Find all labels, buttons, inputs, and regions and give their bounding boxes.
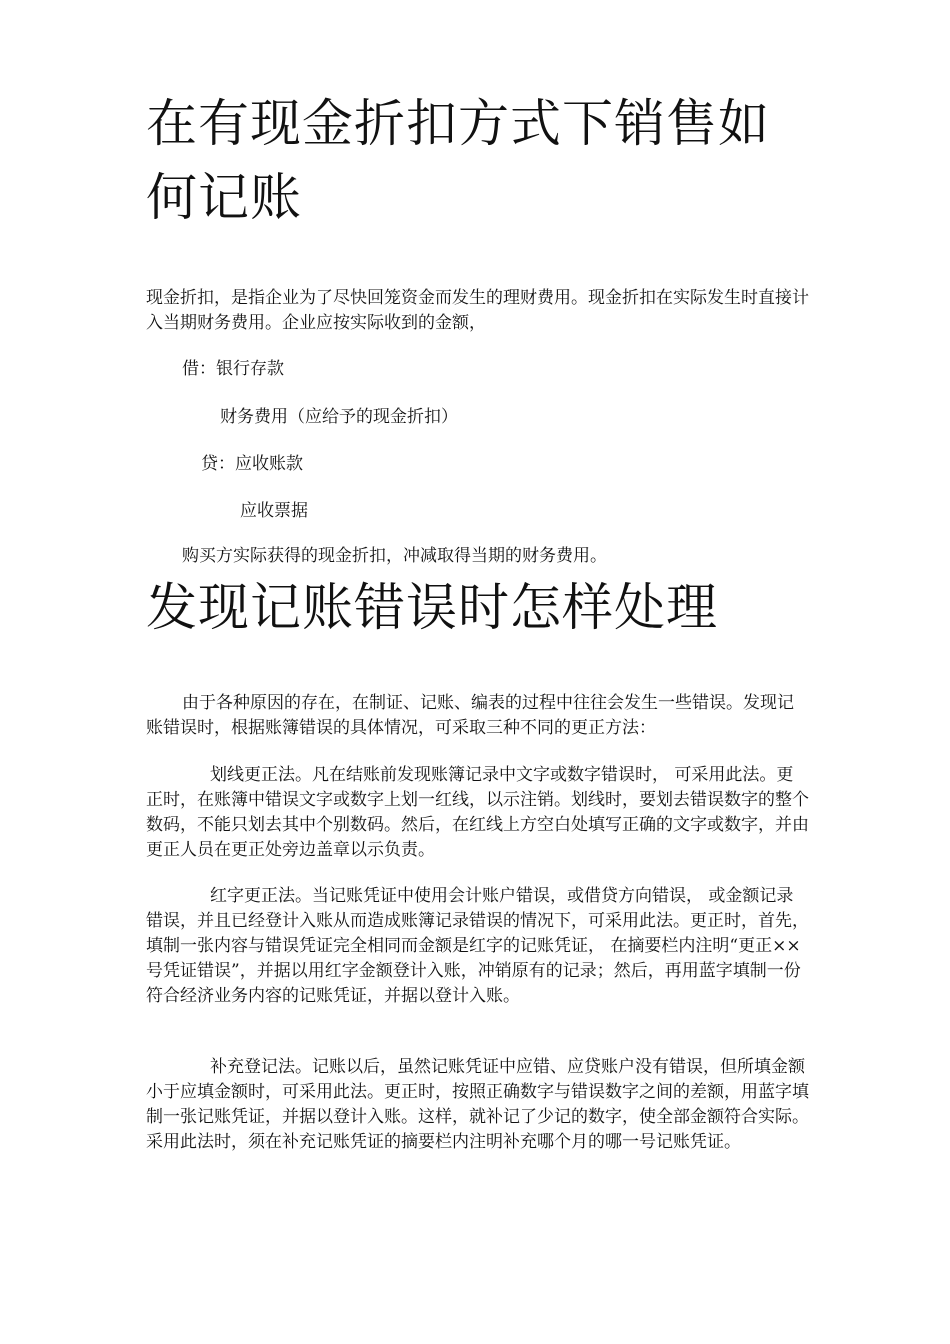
entry-credit-receivable: 贷：应收账款	[201, 454, 303, 474]
section1-intro: 现金折扣，是指企业为了尽快回笼资金而发生的理财费用。现金折扣在实际发生时直接计入当期财务费用。企业应按实际收到的金额，	[146, 288, 809, 333]
method-line-correction: 划线更正法。凡在结账前发现账簿记录中文字或数字错误时， 可采用此法。更正时，在账簿中错误文字或数字上划一红线，以示注销。划线时，要划去错误数字的整个数码，不能只划去其中个别数码。然后，在红线上方空白处填写正确的文字或数字，并由更正人员在更正处旁边盖章以示负责。	[146, 765, 809, 860]
section1-note: 购买方实际获得的现金折扣，冲减取得当期的财务费用。	[182, 546, 607, 566]
entry-debit-bank: 借：银行存款	[182, 359, 284, 379]
entry-credit-notes: 应收票据	[240, 501, 308, 521]
section2-title: 发现记账错误时怎样处理	[146, 579, 719, 638]
method-red-correction: 红字更正法。当记账凭证中使用会计账户错误，或借贷方向错误， 或金额记录错误，并且已经登计入账从而造成账簿记录错误的情况下，可采用此法。更正时，首先，填制一张内容与错误凭证完全相同而金额是红字的记账凭证， 在摘要栏内注明“更正××号凭证错误”，并据以用红字金额登计入账，冲销原有的记录；然后，再用蓝字填制一份符合经济业务内容的记账凭证，并据以登计入账。	[146, 886, 809, 1006]
entry-debit-finance-cost: 财务费用（应给予的现金折扣）	[220, 407, 458, 427]
section2-intro: 由于各种原因的存在，在制证、记账、编表的过程中往往会发生一些错误。发现记账错误时，根据账簿错误的具体情况，可采取三种不同的更正方法：	[146, 693, 794, 738]
method-supplementary: 补充登记法。记账以后，虽然记账凭证中应错、应贷账户没有错误，但所填金额小于应填金额时，可采用此法。更正时，按照正确数字与错误数字之间的差额，用蓝字填制一张记账凭证，并据以登计入账。这样，就补记了少记的数字，使全部金额符合实际。采用此法时，须在补充记账凭证的摘要栏内注明补充哪个月的哪一号记账凭证。	[146, 1057, 809, 1152]
section1-title: 在有现金折扣方式下销售如何记账	[146, 95, 771, 228]
